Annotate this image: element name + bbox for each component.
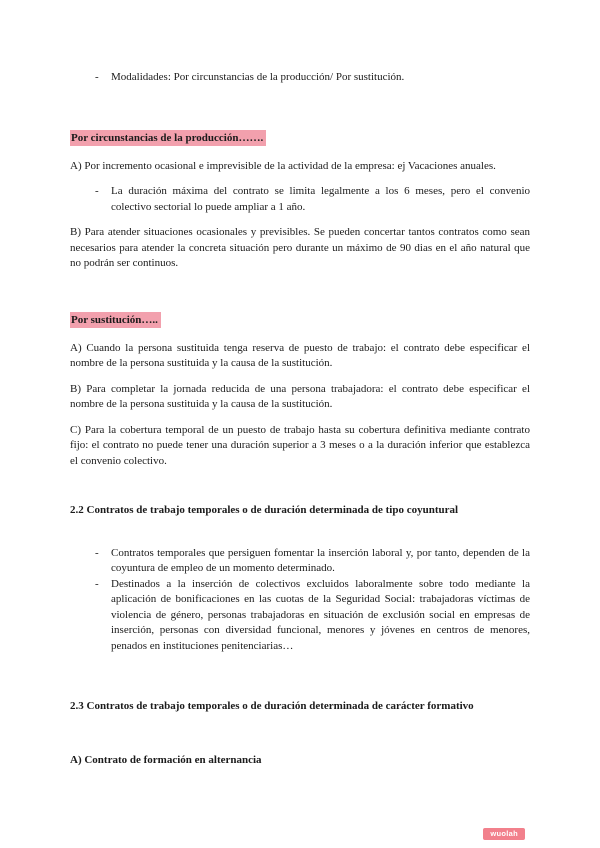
- intro-bullet-text: Modalidades: Por circunstancias de la producción/ Por sustitución.: [111, 71, 405, 83]
- section-22-bullet-list: [70, 546, 530, 655]
- section-23-subheading: A) Contrato de formación en alternancia: [70, 753, 262, 766]
- bullet-marker: -: [95, 185, 99, 197]
- produccion-sub-bullet-text: La duración máxima del contrato se limita legalmente a los 6 meses, pero el convenio colectivo sectorial lo puede ampliar a 1 año.: [111, 185, 530, 213]
- section-23-heading: 2.3 Contratos de trabajo temporales o de duración determinada de carácter formativo: [70, 700, 474, 712]
- produccion-sub-bullet-row: [95, 184, 530, 215]
- section-22-bullet-1: Contratos temporales que persiguen fomentar la inserción laboral y, por tanto, dependen de la coyuntura de empleo de un momento determinado.: [111, 546, 530, 574]
- list-item: [95, 577, 530, 655]
- section-sustitucion-heading-wrap: [70, 310, 530, 328]
- produccion-para-a: A) Por incremento ocasional e imprevisible de la actividad de la empresa: ej Vacaciones anuales.: [70, 159, 496, 172]
- bullet-marker: -: [95, 546, 99, 559]
- sustitucion-para-c: C) Para la cobertura temporal de un puesto de trabajo hasta su cobertura definitiva mediante contrato fijo: el contrato no puede tener una duración superior a 3 meses o a la duración inferior que establezca el convenio colectivo.: [70, 423, 530, 467]
- bullet-marker: -: [95, 71, 99, 83]
- list-item: [95, 546, 530, 577]
- wuolah-logo-badge: wuolah: [483, 828, 525, 840]
- section-produccion-heading-wrap: [70, 128, 530, 146]
- bullet-marker: -: [95, 577, 99, 590]
- sustitucion-para-b: B) Para completar la jornada reducida de una persona trabajadora: el contrato debe especificar el nombre de la persona sustituida y la causa de la sustitución.: [70, 382, 530, 410]
- section-22-heading: 2.2 Contratos de trabajo temporales o de duración determinada de tipo coyuntural: [70, 504, 459, 516]
- produccion-para-b: B) Para atender situaciones ocasionales y previsibles. Se pueden concertar tantos contratos como sean necesarios para atender la concreta situación pero durante un máximo de 90 dias en el año natural que no podrán ser continuos.: [70, 226, 530, 269]
- sustitucion-para-a: A) Cuando la persona sustituida tenga reserva de puesto de trabajo: el contrato debe especificar el nombre de la persona sustituida y la causa de la sustitución.: [70, 341, 530, 369]
- section-sustitucion-heading: Por sustitución…..: [70, 312, 161, 328]
- section-22-bullet-2: Destinados a la inserción de colectivos excluidos laboralmente sobre todo mediante la aplicación de bonificaciones en las cuotas de la Seguridad Social: trabajadoras víctimas de violencia de género, personas trabajadoras en situación de exclusión social en empresas de inserción, personas con diversidad funcional, menores y jóvenes en centros de menores, penados en instituciones penitenciarias…: [111, 577, 530, 652]
- section-produccion-heading: Por circunstancias de la producción…….: [70, 130, 266, 146]
- intro-bullet-row: [95, 70, 530, 86]
